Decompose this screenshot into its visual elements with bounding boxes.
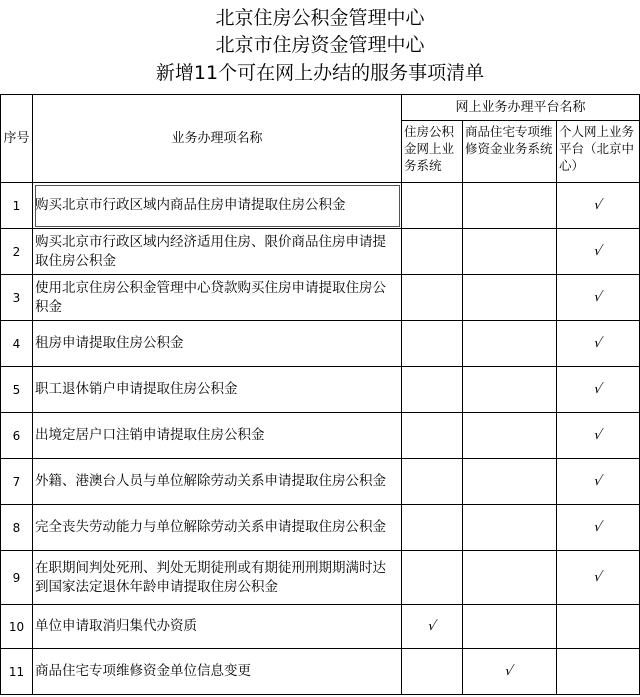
header-name: 业务办理项名称: [33, 95, 402, 183]
row-platform-3-cell: [557, 275, 640, 321]
row-platform-3-cell: [557, 649, 640, 695]
row-platform-1-cell: [402, 459, 463, 505]
row-index: 11: [1, 649, 33, 695]
row-service-name: 商品住宅专项维修资金单位信息变更: [33, 649, 402, 695]
document-titles: [0, 0, 640, 92]
row-platform-1-cell: [402, 413, 463, 459]
check-mark-icon: √: [592, 570, 604, 585]
row-index: 2: [1, 229, 33, 275]
row-platform-2-cell: [463, 229, 557, 275]
check-mark-icon: √: [592, 244, 604, 259]
row-platform-1-cell: [402, 229, 463, 275]
row-platform-3-cell: [557, 229, 640, 275]
row-index: 6: [1, 413, 33, 459]
row-service-name: 购买北京市行政区域内经济适用住房、限价商品住房申请提取住房公积金: [33, 229, 402, 275]
check-mark-icon: √: [503, 664, 516, 679]
table-row: [1, 321, 640, 367]
row-index: 9: [1, 551, 33, 605]
table-row: [1, 459, 640, 505]
row-service-name: 使用北京住房公积金管理中心贷款购买住房申请提取住房公积金: [33, 275, 402, 321]
row-platform-1-cell: [402, 649, 463, 695]
row-index: 7: [1, 459, 33, 505]
row-index: 3: [1, 275, 33, 321]
row-platform-2-cell: [463, 413, 557, 459]
row-platform-1-cell: [402, 275, 463, 321]
row-service-name: 出境定居户口注销申请提取住房公积金: [33, 413, 402, 459]
title-line-3: 新增11个可在网上办结的服务事项清单: [155, 62, 485, 84]
row-platform-1-cell: [402, 551, 463, 605]
row-platform-1-cell: [402, 505, 463, 551]
row-platform-1-cell: [402, 321, 463, 367]
row-service-name: 在职期间判处死刑、判处无期徒刑或有期徒刑刑期期满时达到国家法定退休年龄申请提取住房公积金: [33, 551, 402, 605]
row-platform-3-cell: [557, 459, 640, 505]
check-mark-icon: √: [592, 336, 604, 351]
table-row: [1, 229, 640, 275]
row-platform-1-cell: [402, 367, 463, 413]
check-mark-icon: √: [592, 520, 604, 535]
row-platform-3-cell: [557, 551, 640, 605]
table-row: [1, 183, 640, 229]
row-index: 4: [1, 321, 33, 367]
row-platform-2-cell: [463, 551, 557, 605]
row-platform-2-cell: [463, 367, 557, 413]
header-platform-group: 网上业务办理平台名称: [402, 95, 640, 121]
row-service-name: 完全丧失劳动能力与单位解除劳动关系申请提取住房公积金: [33, 505, 402, 551]
check-mark-icon: √: [592, 290, 604, 305]
row-index: 1: [1, 183, 33, 229]
row-platform-3-cell: [557, 505, 640, 551]
header-platform-3: 个人网上业务平台（北京中心）: [557, 121, 640, 183]
row-platform-3-cell: [557, 321, 640, 367]
table-row: [1, 413, 640, 459]
row-platform-2-cell: [463, 649, 557, 695]
title-line-1: 北京住房公积金管理中心: [215, 7, 425, 29]
row-platform-2-cell: [463, 605, 557, 649]
check-mark-icon: √: [592, 474, 604, 489]
table-body: [1, 183, 640, 695]
row-platform-1-cell: [402, 605, 463, 649]
row-platform-1-cell: [402, 183, 463, 229]
check-mark-icon: √: [426, 619, 438, 634]
title-line-2: 北京市住房资金管理中心: [215, 34, 425, 56]
row-platform-2-cell: [463, 459, 557, 505]
table-row: [1, 505, 640, 551]
check-mark-icon: √: [592, 382, 604, 397]
row-index: 5: [1, 367, 33, 413]
row-platform-2-cell: [463, 183, 557, 229]
header-platform-2: 商品住宅专项维修资金业务系统: [463, 121, 557, 183]
row-platform-3-cell: [557, 183, 640, 229]
check-mark-icon: √: [592, 428, 604, 443]
row-platform-3-cell: [557, 413, 640, 459]
row-platform-3-cell: [557, 605, 640, 649]
header-platform-1: 住房公积金网上业务系统: [402, 121, 463, 183]
row-service-name: 租房申请提取住房公积金: [33, 321, 402, 367]
row-platform-2-cell: [463, 321, 557, 367]
table-row: [1, 551, 640, 605]
row-index: 10: [1, 605, 33, 649]
table-row: [1, 367, 640, 413]
check-mark-icon: √: [592, 198, 604, 213]
row-platform-3-cell: [557, 367, 640, 413]
row-service-name: 外籍、港澳台人员与单位解除劳动关系申请提取住房公积金: [33, 459, 402, 505]
row-service-name[interactable]: 购买北京市行政区域内商品住房申请提取住房公积金: [33, 183, 402, 229]
row-index: 8: [1, 505, 33, 551]
row-service-name: 职工退休销户申请提取住房公积金: [33, 367, 402, 413]
table-row: [1, 649, 640, 695]
header-seq: 序号: [1, 95, 33, 183]
row-service-name: 单位申请取消归集代办资质: [33, 605, 402, 649]
row-platform-2-cell: [463, 275, 557, 321]
table-row: [1, 605, 640, 649]
table-row: [1, 275, 640, 321]
row-platform-2-cell: [463, 505, 557, 551]
services-table: [0, 94, 640, 695]
